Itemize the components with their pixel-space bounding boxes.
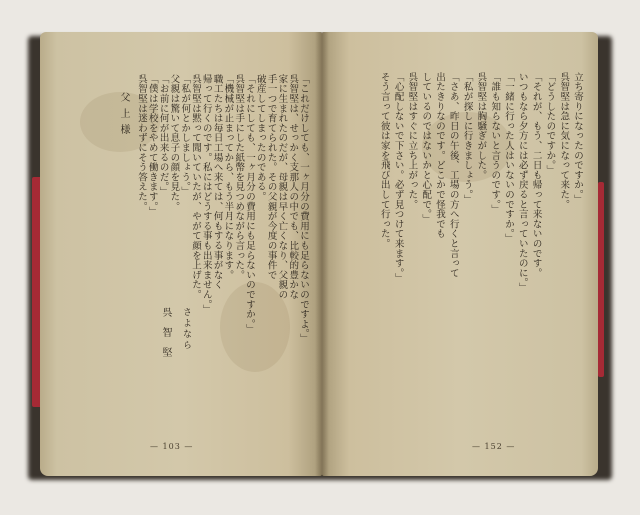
text-column: 呉智堅は迷わずにそう答えた。 <box>136 74 147 212</box>
text-column: 呉智堅は手にした紙幣を見つめながら言った。 <box>233 74 245 280</box>
right-page-number: — 152 — <box>472 442 516 451</box>
text-column: 「お前に何が出来るのだ。」 <box>157 74 169 197</box>
text-column: 「これだけしても、一ヶ月分の費用にも足らないのですよ。」 <box>298 74 309 344</box>
text-column: 「私が何とかしましょう。」 <box>179 74 191 197</box>
open-book <box>32 32 608 476</box>
text-column: 呉智堅はすぐに立ち上がった。 <box>406 72 418 210</box>
text-column: 呉智堅は黙って聞いていたが、やがて顔を上げた。 <box>190 74 201 300</box>
text-column: 出たきりなのです。どこかで怪我でも <box>434 72 445 239</box>
text-column: 呉智堅は、せっかく支那人の中でも、比較的豊かな <box>287 74 299 300</box>
text-column: しているのではないかと心配で。」 <box>420 72 432 225</box>
text-column: 職工たちは毎日工場へ来ては、何もする事がなく <box>211 74 223 290</box>
text-column: 父親は驚いて息子の顔を見た。 <box>168 74 180 212</box>
left-page-number: — 103 — <box>150 442 194 451</box>
right-page <box>322 32 598 476</box>
binding-strip-right <box>598 182 604 377</box>
text-column: 家に生まれたのだが、母親は早く亡くなり、父親の <box>276 74 288 300</box>
left-page <box>40 32 322 476</box>
text-column: 手一つで育てられた。その父親が今度の事件で <box>265 74 277 280</box>
signature-sender: 呉智堅 <box>160 307 171 367</box>
text-column: 帰って行くのです。私にはどうする事も出来ません。」 <box>200 74 212 315</box>
signature-farewell: さよなら <box>181 307 191 351</box>
text-column: 「それにしても、一ヶ月分の費用にも足らないのですか。」 <box>244 74 255 334</box>
text-column: 「誰も知らないと言うのです。」 <box>489 72 501 215</box>
text-column: 破産してしまったのである。 <box>254 74 266 202</box>
text-column: 「さあ、昨日の午後、工場の方へ行くと言って <box>447 72 459 278</box>
text-column: いつもなら夕方には必ず戻ると言っていたのに。」 <box>516 72 528 293</box>
text-column: 「私が探しに行きましょう。」 <box>461 72 473 205</box>
text-column: 「機械が止まってから、もう半月になります。 <box>222 74 234 280</box>
text-column: 立ち寄りになったのですか。」 <box>572 72 583 205</box>
text-column: 「僕は学校をやめて働きます。」 <box>146 74 158 217</box>
signature-recipient: 父上様 <box>118 92 129 140</box>
text-column: 「一緒に行った人はいないのですか。」 <box>503 72 514 244</box>
text-column: そう言って彼は家を飛び出して行った。 <box>378 72 390 249</box>
text-column: 「心配しないで下さい。必ず見つけて来ます。」 <box>392 72 404 283</box>
book-gutter <box>315 32 329 476</box>
text-column: 「それが、もう、二日も帰って来ないのです。 <box>530 72 542 278</box>
text-column: 呉智堅は胸騒ぎがした。 <box>475 72 487 180</box>
text-column: 「どうしたのですか。」 <box>544 72 556 176</box>
text-column: 呉智堅は急に気になって来た。 <box>558 72 570 210</box>
